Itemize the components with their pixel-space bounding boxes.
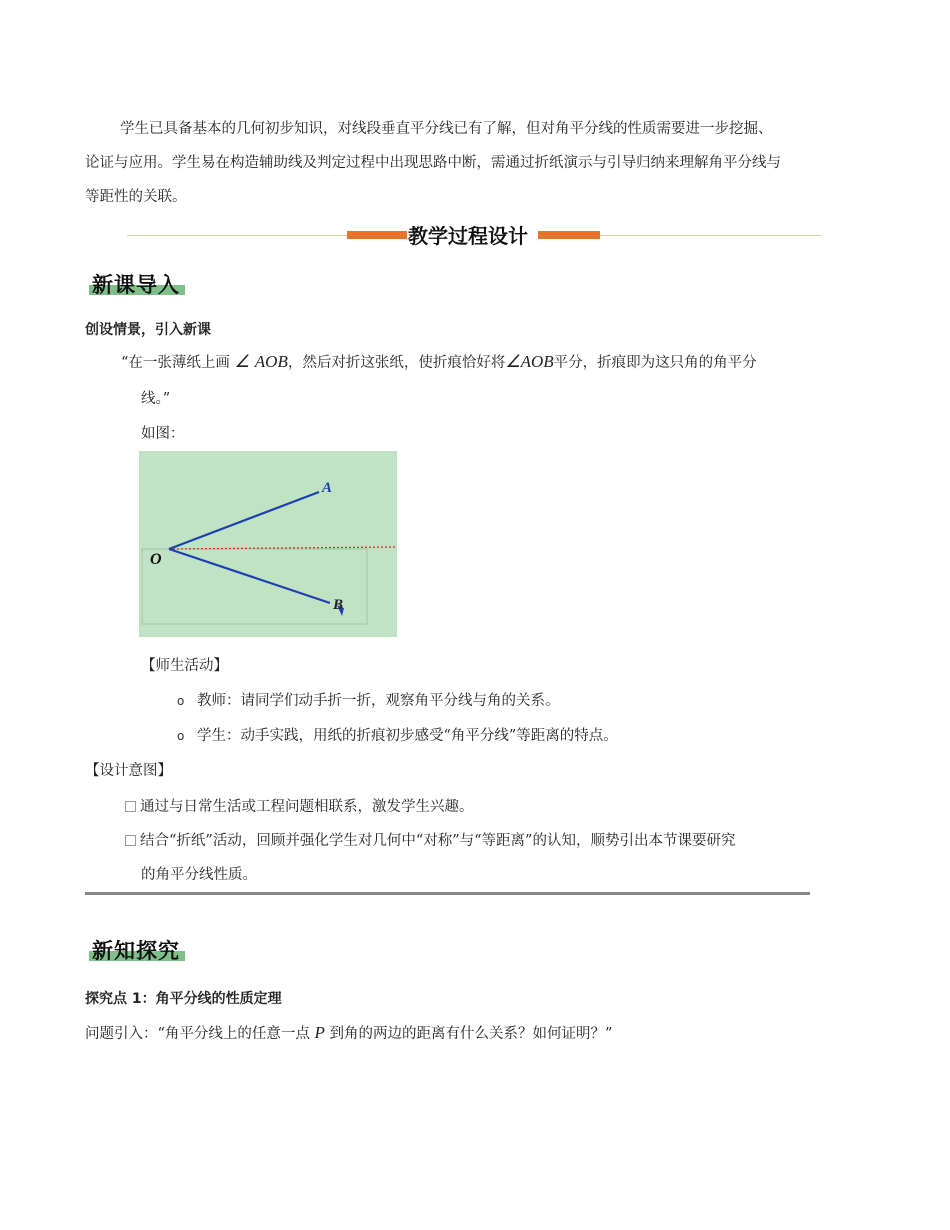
intent-item: [125, 795, 474, 816]
intent-item-continued: 的角平分线性质。: [141, 867, 257, 883]
intro-line-3: 等距性的关联。: [85, 189, 187, 205]
banner-right-line: [600, 235, 822, 236]
point-name: P: [314, 1023, 325, 1042]
intent-item-text: 通过与日常生活或工程问题相联系，激发学生兴趣。: [140, 799, 474, 815]
checkbox-icon: [125, 801, 136, 812]
section-divider: [85, 892, 810, 895]
quote-line-2: 线。”: [141, 391, 171, 407]
quote-line-1: [121, 351, 757, 372]
quote-text: 平分，折痕即为这只角的角平分: [553, 355, 757, 371]
quote-text: ，然后对折这张纸，使折痕恰好将: [287, 355, 506, 371]
banner-left-line: [127, 235, 347, 236]
angle-name: AOB: [254, 352, 288, 371]
ray-oa: [169, 492, 319, 549]
checkbox-icon: [125, 835, 136, 846]
angle-name: AOB: [520, 352, 554, 371]
ray-ob: [169, 549, 330, 603]
activity-item: [177, 724, 618, 745]
activity-item-text: 教师：请同学们动手折一折，观察角平分线与角的关系。: [196, 693, 560, 709]
label-b: B: [333, 597, 344, 613]
activity-item-text: 学生：动手实践，用纸的折痕初步感受“角平分线”等距离的特点。: [196, 728, 618, 744]
question-text: 问题引入：“角平分线上的任意一点: [85, 1026, 315, 1042]
quote-text: “在一张薄纸上画: [121, 355, 235, 371]
question-text: 到角的两边的距离有什么关系？如何证明？”: [324, 1026, 613, 1042]
bullet-marker: o: [177, 729, 185, 743]
angle-symbol: ∠: [505, 352, 521, 371]
question-line: [85, 1022, 612, 1043]
intro-line-1: 学生已具备基本的几何初步知识，对线段垂直平分线已有了解，但对角平分线的性质需要进一步挖掘、: [120, 121, 773, 137]
label-o: O: [150, 551, 162, 568]
banner-left-bar: [347, 231, 407, 239]
bullet-marker: o: [177, 694, 185, 708]
section-subtitle: 创设情景，引入新课: [85, 322, 211, 338]
banner-title: 教学过程设计: [408, 224, 528, 248]
section-title-explore: 新知探究: [92, 938, 180, 963]
activity-item: [177, 689, 559, 710]
intent-title: 【设计意图】: [85, 763, 172, 779]
angle-figure: [139, 451, 397, 637]
angle-diagram: [139, 451, 397, 637]
angle-symbol: ∠: [234, 352, 250, 371]
intro-line-2: 论证与应用。学生易在构造辅助线及判定过程中出现思路中断，需通过折纸演示与引导归纳来理解角平分线与: [85, 155, 781, 171]
intent-item: [125, 829, 735, 850]
intent-item-text: 结合“折纸”活动，回顾并强化学生对几何中“对称”与“等距离”的认知，顺势引出本节课要研究: [140, 833, 736, 849]
section-subtitle: 探究点 1：角平分线的性质定理: [85, 991, 282, 1007]
activity-title: 【师生活动】: [141, 658, 228, 674]
label-a: A: [322, 480, 333, 496]
section-title-intro: 新课导入: [92, 272, 180, 297]
figure-caption: 如图：: [141, 426, 185, 442]
banner-right-bar: [538, 231, 600, 239]
